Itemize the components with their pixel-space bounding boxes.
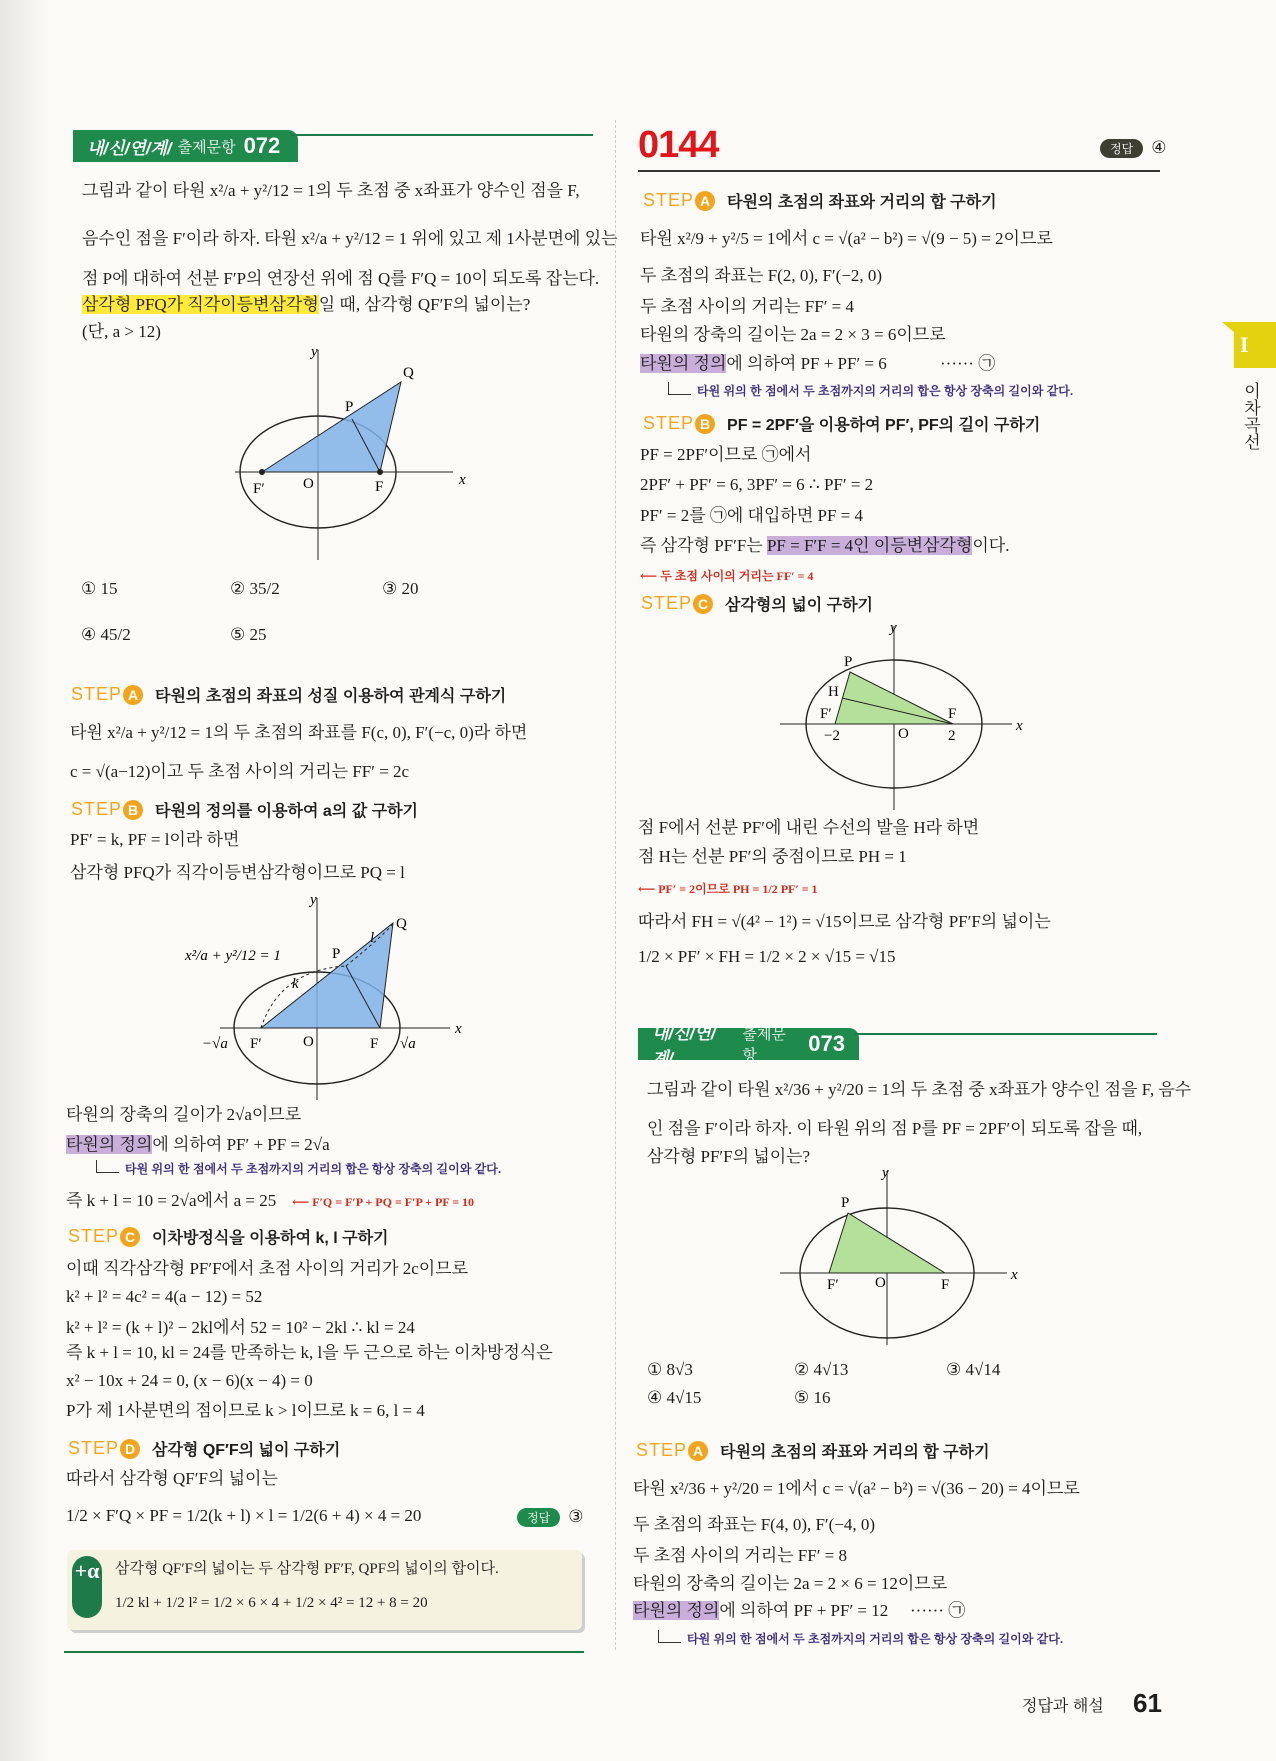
solution-line: PF′ = k, PF = l이라 하면 [70,830,240,849]
label-x: x [1016,718,1023,734]
choice-2[interactable]: ② 4√13 [794,1360,849,1379]
question-line: 그림과 같이 타원 x²/36 + y²/20 = 1의 두 초점 중 x좌표가 양수인 점을 F, 음수 [647,1080,1192,1099]
note-text: 타원 위의 한 점에서 두 초점까지의 거리의 합은 항상 장축의 길이와 같다. [697,384,1074,398]
label-x: x [455,1021,462,1037]
arrow-icon [658,1630,681,1643]
label-h: H [828,684,839,700]
label-origin: O [303,476,314,492]
label-x: x [459,472,466,488]
choice-4[interactable]: ④ 45/2 [81,625,131,644]
step-tag: STEP [643,413,695,433]
label-y: y [310,892,317,908]
answer-badge [1100,138,1166,158]
header-brand: 내/신/연/계/ [87,138,172,158]
choice-1[interactable]: ① 15 [81,579,118,598]
label-f: F [941,1277,950,1293]
step-tag: STEP [71,799,123,819]
solution-line: 1/2 × F′Q × PF = 1/2(k + l) × l = 1/2(6 + 4) × 4 = 20 [66,1506,422,1525]
solution-line: PF = 2PF′이므로 ㉠에서 [640,445,812,464]
page-edge-shadow [0,0,50,1761]
solution-line: 타원의 장축의 길이는 2a = 2 × 6 = 12이므로 [633,1574,948,1593]
label-p: P [332,946,341,962]
equation-marker: ······ ㉠ [910,1601,966,1620]
label-neg-root-a: −√a [202,1036,228,1052]
step-letter: A [123,685,143,705]
arrow-icon [96,1160,119,1173]
step-title: 삼각형의 넓이 구하기 [725,597,874,614]
point-f [377,469,383,475]
definition-highlight: 타원의 정의 [66,1135,153,1154]
answer-value: ④ [1151,138,1167,157]
choice-3[interactable]: ③ 20 [382,579,419,598]
question-line: 인 점을 F′이라 하자. 이 타원 위의 점 P를 PF = 2PF′이 되도록 잡을 때, [647,1119,1143,1138]
step-title: 타원의 초점의 좌표와 거리의 합 구하기 [727,194,997,211]
answer-label: 정답 [1100,139,1143,158]
step-letter: C [693,594,713,614]
label-f-prime: F′ [820,706,832,722]
label-y: y [311,344,318,360]
ellipse-diagram-4 [775,1165,1025,1345]
step-tag: STEP [68,1226,120,1246]
step-letter: B [695,414,715,434]
step-title: 타원의 초점의 좌표의 성질 이용하여 관계식 구하기 [155,688,507,705]
step-b-heading [643,412,1040,435]
definition-note [96,1160,501,1177]
solution-line: 따라서 삼각형 QF′F의 넓이는 [66,1469,278,1488]
line-suffix: 이다. [972,536,1010,555]
red-annotation: ⟵ 두 초점 사이의 거리는 FF′ = 4 [640,569,814,583]
choice-3[interactable]: ③ 4√14 [946,1360,1001,1379]
definition-note [668,382,1073,399]
solution-line: k² + l² = 4c² = 4(a − 12) = 52 [66,1287,263,1306]
label-y: y [882,1165,889,1181]
solution-line: 타원의 장축의 길이가 2√a이므로 [66,1105,302,1124]
solution-line: c = √(a−12)이고 두 초점 사이의 거리는 FF′ = 2c [70,762,410,781]
triangle-qf'f [262,382,401,472]
label-p: P [844,654,853,670]
choice-4[interactable]: ④ 4√15 [647,1388,702,1407]
label-root-a: √a [400,1036,416,1052]
label-y: y [890,620,897,636]
choice-5[interactable]: ⑤ 25 [230,625,267,644]
label-p: P [841,1195,850,1211]
solution-line: 타원 x²/a + y²/12 = 1의 두 초점의 좌표를 F(c, 0), F′(−c, 0)라 하면 [70,723,528,742]
answer-label: 정답 [517,1508,560,1527]
solution-line: 점 H는 선분 PF′의 중점이므로 PH = 1 [638,847,907,866]
definition-highlight: 타원의 정의 [640,354,727,373]
solution-line: 따라서 FH = √(4² − 1²) = √15이므로 삼각형 PF′F의 넓이는 [638,912,1051,931]
step-title: 타원의 초점의 좌표와 거리의 합 구하기 [720,1444,990,1461]
solution-line: 두 초점의 좌표는 F(4, 0), F′(−4, 0) [633,1515,876,1534]
tip-line: 1/2 kl + 1/2 l² = 1/2 × 6 × 4 + 1/2 × 4² = 12 + 8 = 20 [115,1595,428,1611]
label-q: Q [396,916,407,932]
step-title: 이차방정식을 이용하여 k, l 구하기 [152,1230,389,1247]
label-neg-2: −2 [824,728,840,744]
ellipse-diagram-2 [185,890,480,1100]
question-line: 점 P에 대하여 선분 F′P의 연장선 위에 점 Q를 F′Q = 10이 되도록 잡는다. [82,269,600,288]
header-label: 출제문항 [177,138,236,156]
label-f: F [375,479,384,495]
chapter-number: I [1240,332,1249,357]
chapter-label: 이차곡선 [1241,382,1260,450]
question-line: 음수인 점을 F′이라 하자. 타원 x²/a + y²/12 = 1 위에 있고 제 1사분면에 있는 [82,229,618,248]
header-brand: 내/신/연/계/ [652,1024,716,1068]
solution-line: 점 F에서 선분 PF′에 내린 수선의 발을 H라 하면 [638,818,980,837]
step-tag: STEP [71,684,123,704]
definition-highlight: 타원의 정의 [633,1601,720,1620]
problem-number: 0144 [638,124,719,166]
solution-line: P가 제 1사분면의 점이므로 k > l이므로 k = 6, l = 4 [66,1401,425,1420]
question-line: 그림과 같이 타원 x²/a + y²/12 = 1의 두 초점 중 x좌표가 양수인 점을 F, [82,181,580,200]
definition-tail: 에 의하여 PF′ + PF = 2√a [152,1135,330,1154]
solution-line [633,1600,888,1622]
question-line [82,294,530,316]
solution-line: k² + l² = (k + l)² − 2kl에서 52 = 10² − 2kl ∴ kl = 24 [66,1318,415,1337]
step-a-heading-073 [636,1439,990,1462]
question-tail: 일 때, 삼각형 QF′F의 넓이는? [318,295,531,314]
equation-label: x²/a + y²/12 = 1 [185,948,281,964]
step-a-heading [71,683,506,706]
label-q: Q [403,365,414,381]
solution-line: PF′ = 2를 ㉠에 대입하면 PF = 4 [640,506,863,525]
solution-line [640,535,1009,557]
solution-line: 타원 x²/9 + y²/5 = 1에서 c = √(a² − b²) = √(9 − 5) = 2이므로 [640,229,1053,248]
tip-line: 삼각형 QF′F의 넓이는 두 삼각형 PF′F, QPF의 넓이의 합이다. [115,1561,499,1577]
solution-line: 삼각형 PFQ가 직각이등변삼각형이므로 PQ = l [70,863,405,882]
solution-line: 즉 k + l = 10 = 2√a에서 a = 25 [66,1191,277,1210]
column-divider [615,120,616,1650]
definition-tail: 에 의하여 PF + PF′ = 12 [719,1601,889,1620]
title-rule [638,170,1160,172]
solution-line: x² − 10x + 24 = 0, (x − 6)(x − 4) = 0 [66,1371,313,1390]
choice-1[interactable]: ① 8√3 [647,1360,693,1379]
header-number: 072 [243,133,281,158]
label-p: P [345,399,354,415]
label-origin: O [898,726,909,742]
step-c-heading [641,592,873,615]
step-title: PF = 2PF′을 이용하여 PF′, PF의 길이 구하기 [727,417,1041,434]
solution-line: 즉 k + l = 10, kl = 24를 만족하는 k, l을 두 근으로 하는 이차방정식은 [66,1343,553,1362]
definition-note [658,1630,1063,1647]
note-text: 타원 위의 한 점에서 두 초점까지의 거리의 합은 항상 장축의 길이와 같다. [687,1632,1064,1646]
step-tag: STEP [636,1440,688,1460]
ellipse-diagram-3 [780,620,1030,810]
label-k: k [292,976,299,992]
arrow-icon [668,382,691,395]
label-origin: O [875,1275,886,1291]
solution-line: 2PF′ + PF′ = 6, 3PF′ = 6 ∴ PF′ = 2 [640,475,874,494]
red-annotation: ⟵ PF′ = 2이므로 PH = 1/2 PF′ = 1 [638,882,818,896]
step-d-heading [68,1437,340,1460]
header-rule [855,1033,1157,1035]
solution-line: 1/2 × PF′ × FH = 1/2 × 2 × √15 = √15 [638,947,896,966]
header-label: 출제문항 [742,1026,786,1064]
page-number: 61 [1133,1688,1162,1718]
plus-alpha-icon: +α [72,1556,102,1618]
ellipse-diagram-1 [235,345,475,560]
step-letter: C [120,1227,140,1247]
solution-line: 타원의 장축의 길이는 2a = 2 × 3 = 6이므로 [640,325,946,344]
step-title: 삼각형 QF′F의 넓이 구하기 [152,1442,341,1459]
label-f: F [370,1036,379,1052]
isosceles-highlight: PF = F′F = 4인 이등변삼각형 [766,536,973,555]
solution-line: 타원 x²/36 + y²/20 = 1에서 c = √(a² − b²) = √(36 − 20) = 4이므로 [633,1479,1080,1498]
equation-marker: ······ ㉠ [940,354,996,373]
section-end-rule [64,1651,584,1653]
header-rule [290,134,593,136]
question-condition: (단, a > 12) [82,322,161,341]
step-tag: STEP [68,1438,120,1458]
step-letter: B [123,800,143,820]
step-tag: STEP [643,190,695,210]
label-x: x [1011,1267,1018,1283]
answer-badge [517,1507,583,1527]
chapter-tab [1222,322,1276,368]
label-f-prime: F′ [827,1277,839,1293]
choice-5[interactable]: ⑤ 16 [794,1388,831,1407]
solution-line [640,353,887,375]
label-2: 2 [948,728,956,744]
label-f-prime: F′ [253,481,265,497]
choice-2[interactable]: ② 35/2 [230,579,280,598]
label-f-prime: F′ [250,1036,262,1052]
question-line: 삼각형 PF′F의 넓이는? [647,1147,811,1166]
point-f-prime [259,469,265,475]
step-c-heading [68,1225,389,1248]
solution-line [66,1134,330,1156]
definition-tail: 에 의하여 PF + PF′ = 6 [726,354,887,373]
line-prefix: 즉 삼각형 PF′F는 [640,536,767,555]
label-l: l [370,930,375,946]
solution-line: 두 초점 사이의 거리는 FF′ = 8 [633,1546,848,1565]
header-number: 073 [808,1031,845,1056]
solution-line: 두 초점 사이의 거리는 FF′ = 4 [640,297,855,316]
step-letter: D [120,1439,140,1459]
note-text: 타원 위의 한 점에서 두 초점까지의 거리의 합은 항상 장축의 길이와 같다. [125,1162,502,1176]
label-origin: O [303,1034,314,1050]
question-highlight: 삼각형 PFQ가 직각이등변삼각형 [82,295,319,314]
step-b-heading [71,798,418,821]
solution-line: 두 초점의 좌표는 F(2, 0), F′(−2, 0) [640,266,883,285]
step-letter: A [695,191,715,211]
solution-line: 이때 직각삼각형 PF′F에서 초점 사이의 거리가 2c이므로 [66,1259,469,1278]
footer-label: 정답과 해설 [1022,1698,1104,1715]
step-tag: STEP [641,593,693,613]
step-letter: A [688,1441,708,1461]
problem-header-072 [73,130,298,162]
answer-value: ③ [568,1507,584,1526]
red-annotation: ⟵ F′Q = F′P + PQ = F′P + PF = 10 [292,1195,475,1209]
step-a-heading [643,189,997,212]
problem-header-073 [638,1024,859,1068]
step-title: 타원의 정의를 이용하여 a의 값 구하기 [155,803,418,820]
label-f: F [948,706,957,722]
